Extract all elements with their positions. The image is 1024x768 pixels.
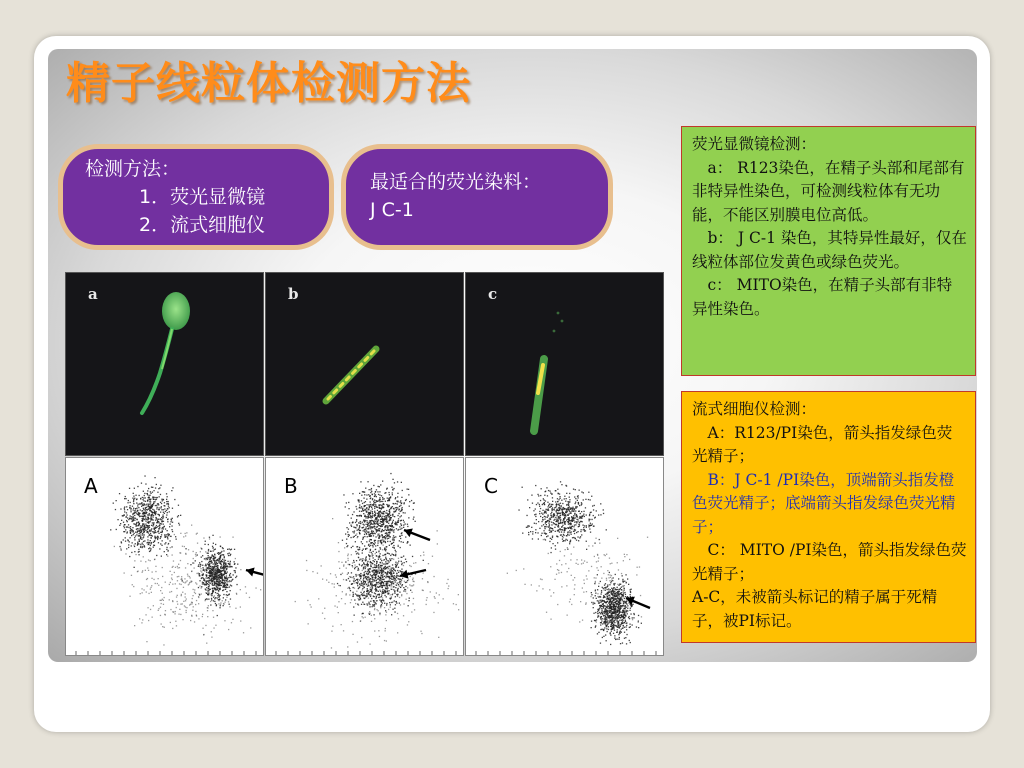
flow-ac: A-C，未被箭头标记的精子属于死精子，被PI标记。 <box>692 588 938 630</box>
dye-line-2: J C-1 <box>370 199 414 221</box>
flow-note <box>681 391 976 643</box>
fluorescence-b: b： J C-1 染色，其特异性最好，仅在线粒体部位发黄色或绿色荧光。 <box>692 229 967 271</box>
method-item-2: 2．流式细胞仪 <box>139 214 266 236</box>
flow-label: B <box>284 474 298 498</box>
fluorescence-c: c： MITO染色，在精子头部有非特异性染色。 <box>692 276 953 318</box>
method-box <box>58 144 334 250</box>
flow-plot-a <box>65 457 264 656</box>
micrograph-tag: c <box>488 285 498 303</box>
micrograph-tag: b <box>288 285 299 303</box>
sperm-image-b <box>266 273 464 456</box>
fluorescence-note <box>681 126 976 376</box>
flow-plot-b <box>265 457 464 656</box>
sperm-image-c <box>466 273 664 456</box>
micrograph-a <box>65 272 264 456</box>
sperm-image-a <box>66 273 264 456</box>
flow-label: C <box>484 474 498 498</box>
dye-box <box>341 144 613 250</box>
flow-label: A <box>84 474 98 498</box>
flow-plot-c <box>465 457 664 656</box>
method-heading: 检测方法： <box>85 158 181 180</box>
slide-title: 精子线粒体检测方法 <box>66 58 471 109</box>
fluorescence-a: a： R123染色，在精子头部和尾部有非特异性染色，可检测线粒体有无功能，不能区别膜电位高低。 <box>692 158 965 224</box>
flow-a: A：R123/PI染色，箭头指发绿色荧光精子； <box>692 423 953 465</box>
dye-line-1: 最适合的荧光染料： <box>370 171 542 193</box>
method-item-1: 1．荧光显微镜 <box>139 186 266 208</box>
flow-heading: 流式细胞仪检测： <box>692 400 817 418</box>
fluorescence-heading: 荧光显微镜检测： <box>692 135 817 153</box>
flow-c: C： MITO /PI染色，箭头指发绿色荧光精子； <box>692 541 967 583</box>
micrograph-b <box>265 272 464 456</box>
micrograph-tag: a <box>88 285 98 303</box>
micrograph-c <box>465 272 664 456</box>
flow-b: B：J C-1 /PI染色，顶端箭头指发橙色荧光精子；底端箭头指发绿色荧光精子； <box>692 470 956 536</box>
